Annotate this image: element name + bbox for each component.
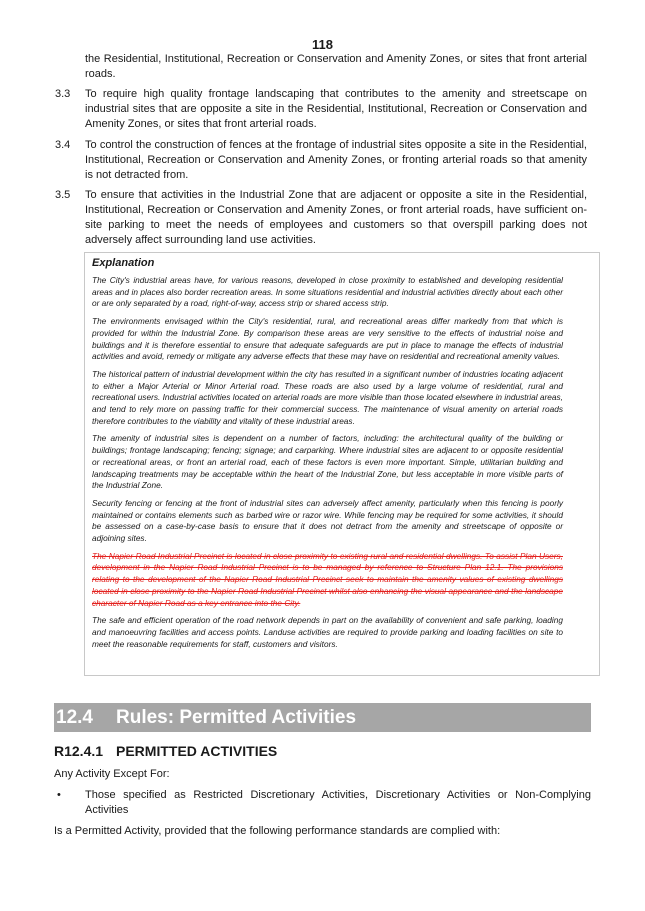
page-number: 118 bbox=[312, 37, 333, 52]
objective-number: 3.3 bbox=[55, 88, 71, 100]
explanation-paragraph: Security fencing or fencing at the front of industrial sites can adversely affect amenity, particularly when this fencing is poorly maintained or contains elements such as barbed wire or razor wire. While fencing may be required for some activities, it should be assessed on a case-by-case basis to ensure that it does not detract from the amenity and streetscape of opposite or adjoining sites. bbox=[92, 497, 563, 544]
continuation-text: the Residential, Institutional, Recreation or Conservation and Amenity Zones, or sites that front arterial roads. bbox=[85, 53, 587, 80]
section-title: Rules: Permitted Activities bbox=[116, 707, 357, 728]
section-number: 12.4 bbox=[56, 707, 93, 728]
objective-text: To ensure that activities in the Industrial Zone that are adjacent or opposite a site in the Residential, Institutional, Recreation or Conservation and Amenity Zones, or front arterial roads, have sufficient on-site parking to meet the needs of employees and customers so that overspill parking does not adversely affect surrounding land use activities. bbox=[85, 189, 587, 246]
explanation-paragraph: The City's industrial areas have, for various reasons, developed in close proximity to established and developing residential areas and in places also border recreation areas. In some situations residential and industrial activities directly about each other or are only separated by a road, right-of-way, access strip or shared access strip. bbox=[92, 275, 563, 309]
objective-text: To require high quality frontage landscaping that contributes to the amenity and streetscape on industrial sites that are opposite a site in the Residential, Institutional, Recreation or Conservation and Amenity Zones, or sites that front arterial roads. bbox=[85, 88, 587, 130]
objective-text: To control the construction of fences at the frontage of industrial sites opposite a site in the Residential, Institutional, Recreation or Conservation and Amenity Zones, or fronting arterial roads so that amenity is not detracted from. bbox=[85, 139, 587, 181]
closing-text: Is a Permitted Activity, provided that the following performance standards are complied with: bbox=[54, 825, 501, 837]
objective-3-5 bbox=[55, 188, 587, 248]
bullet-symbol: • bbox=[57, 789, 61, 801]
objective-number: 3.4 bbox=[55, 139, 71, 151]
explanation-paragraph: The amenity of industrial sites is dependent on a number of factors, including: the architectural quality of the building or buildings; frontage landscaping; fencing; signage; and carparking. Where industrial sites are adjacent to or opposite residential or recreational areas, or front an arterial road, each of these factors is even more important. Simple, utilitarian building and landscaping treatments may be acceptable within the heart of the Industrial Zone, but less acceptable in more visible parts of the Industrial Zone. bbox=[92, 433, 563, 491]
objective-3-3 bbox=[55, 87, 587, 132]
deleted-explanation-paragraph: The Napier Road Industrial Precinct is located in close proximity to existing rural and residential dwellings. To assist Plan Users, development in the Napier Road Industrial Precinct is to be managed by reference to Structure Plan 12.1. The provisions relating to the development of the Napier Road Industrial Precinct seek to maintain the amenity values of existing dwellings located in close proximity to the Napier Road Industrial Precinct whilst also enhancing the visual appearance and the landscape character of Napier Road as a key entrance into the City. bbox=[92, 550, 563, 608]
any-activity-text: Any Activity Except For: bbox=[54, 768, 170, 780]
explanation-paragraph: The safe and efficient operation of the road network depends in part on the availability of convenient and safe parking, loading and manoeuvring facilities and access points. Landuse activities are required to provide parking and loading facilities on site to meet the reasonable requirements for staff, customers and visitors. bbox=[92, 615, 563, 649]
rule-heading bbox=[54, 742, 277, 760]
explanation-box bbox=[84, 252, 600, 676]
rule-number: R12.4.1 bbox=[54, 743, 104, 759]
rule-title: PERMITTED ACTIVITIES bbox=[116, 743, 278, 759]
explanation-paragraph: The historical pattern of industrial development within the city has resulted in a significant number of industries locating adjacent to either a Major Arterial or Minor Arterial road. These roads are also used by a large volume of residential, rural and recreational users. Industrial activities located on arterial roads are more visible than those located elsewhere in industrial areas, and tend to rely more on passing traffic for their commercial success. The maintenance of visual amenity on arterial roads therefore contributes to the viability and vitality of these industrial areas. bbox=[92, 368, 563, 426]
bullet-text: Those specified as Restricted Discretionary Activities, Discretionary Activities or Non-Complying Activities bbox=[85, 789, 591, 816]
section-heading-bar bbox=[54, 703, 591, 732]
explanation-paragraph: The environments envisaged within the City's residential, rural, and recreational areas differ markedly from that which is provided for within the Industrial Zone. By comparison these areas are very sensitive to the effects of industrial noise and buildings and it is therefore essential to ensure that adequate safeguards are put in place to manage the effects of industrial activities and avoid, remedy or mitigate any adverse effects that these may have on residential and recreational amenity values. bbox=[92, 316, 563, 362]
objective-number: 3.5 bbox=[55, 189, 71, 201]
objective-3-4 bbox=[55, 138, 587, 183]
exception-bullet bbox=[54, 788, 591, 818]
explanation-title: Explanation bbox=[92, 257, 155, 269]
